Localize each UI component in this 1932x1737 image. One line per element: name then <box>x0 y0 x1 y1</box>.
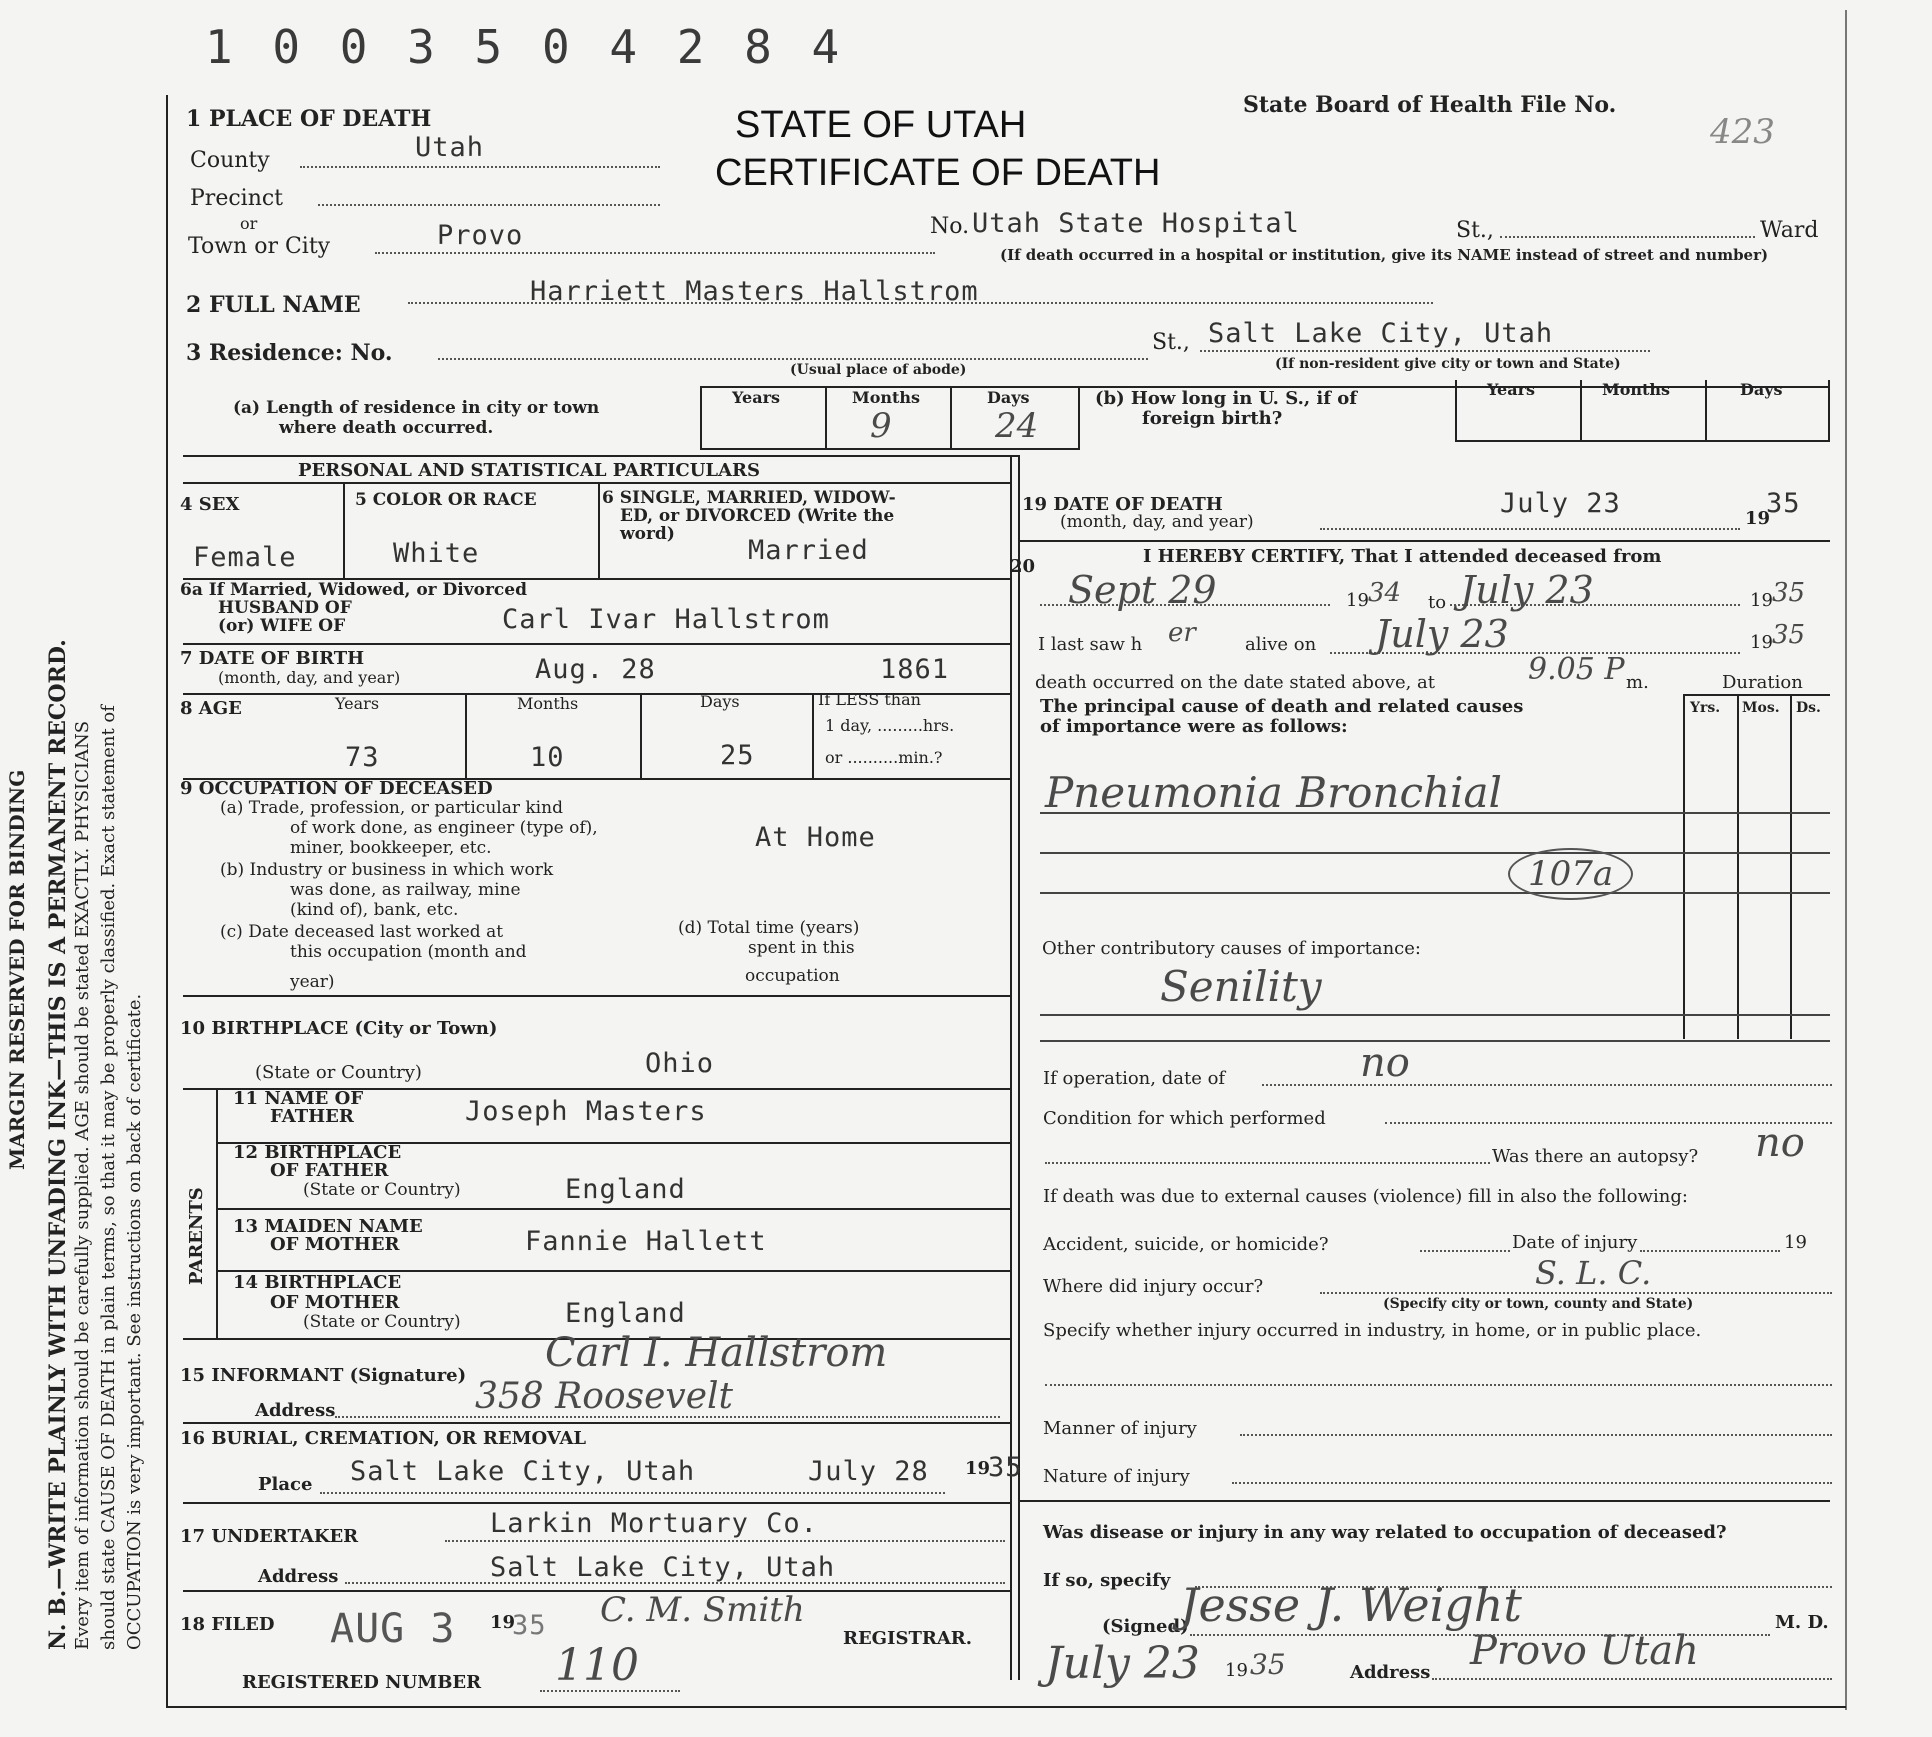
last-saw-label: I last saw h <box>1038 634 1143 655</box>
cause-value: Pneumonia Bronchial <box>1045 768 1502 817</box>
certify-to-year: 35 <box>1772 578 1806 608</box>
race-value: White <box>393 538 480 569</box>
related-occupation-label: Was disease or injury in any way related to occupation of deceased? <box>1043 1522 1727 1543</box>
father-birth-value: England <box>565 1174 686 1205</box>
signed-date: July 23 <box>1045 1638 1200 1689</box>
place-heading: 1 PLACE OF DEATH <box>186 106 432 132</box>
operation-label: If operation, date of <box>1043 1068 1226 1089</box>
occupation-c1: (c) Date deceased last worked at <box>220 922 504 942</box>
residence-length-label-2: where death occurred. <box>279 418 494 438</box>
age-days-header: Days <box>700 692 740 711</box>
file-number-handwritten: 423 <box>1710 112 1775 152</box>
injury-year-prefix: 19 <box>1784 1232 1807 1253</box>
parents-side-label: PARENTS <box>186 1187 207 1285</box>
res-days-value: 24 <box>995 406 1039 446</box>
signed-label: (Signed) <box>1102 1616 1189 1637</box>
injury-date-label: Date of injury <box>1512 1232 1638 1253</box>
age-less-2: 1 day, .........hrs. <box>825 716 955 735</box>
undertaker-label: 17 UNDERTAKER <box>180 1526 359 1547</box>
last-saw-year-prefix: 19 <box>1750 632 1773 653</box>
certify-to-label: to <box>1428 592 1447 613</box>
no-label: No. <box>930 214 970 239</box>
nonresident-note: (If non-resident give city or town and State) <box>1275 356 1621 372</box>
residence-length-label: (a) Length of residence in city or town <box>233 398 600 418</box>
informant-label: 15 INFORMANT (Signature) <box>180 1365 467 1386</box>
res-days-header: Days <box>987 388 1030 407</box>
autopsy-value: no <box>1755 1120 1805 1166</box>
occupation-b3: (kind of), bank, etc. <box>290 900 459 920</box>
margin-binding: MARGIN RESERVED FOR BINDING <box>5 769 29 1170</box>
occupation-value: At Home <box>755 822 876 853</box>
death-year-prefix: 19 <box>1745 508 1771 529</box>
filed-year: 35 <box>512 1610 547 1641</box>
undertaker-address: Salt Lake City, Utah <box>490 1552 836 1583</box>
age-years-header: Years <box>335 694 380 713</box>
physician-address-label: Address <box>1350 1662 1431 1683</box>
cause-label-1: The principal cause of death and related causes <box>1040 696 1524 717</box>
last-saw-date: July 23 <box>1375 612 1509 656</box>
birthplace-state-label: (State or Country) <box>255 1062 422 1083</box>
registrar-label: REGISTRAR. <box>843 1628 973 1649</box>
filed-stamp: AUG 3 <box>330 1606 456 1652</box>
death-year: 35 <box>1766 488 1801 519</box>
title-state: STATE OF UTAH <box>735 104 1027 146</box>
other-causes-label: Other contributory causes of importance: <box>1042 938 1421 959</box>
manner-label: Manner of injury <box>1043 1418 1197 1439</box>
board-file-label: State Board of Health File No. <box>1243 92 1617 118</box>
registered-number-label: REGISTERED NUMBER <box>242 1672 482 1693</box>
marital-value: Married <box>748 535 869 566</box>
frame-bottom <box>166 1706 1846 1708</box>
serial-number: 1 0 0 3 5 0 4 2 8 4 <box>205 20 846 74</box>
burial-year: 35 <box>988 1452 1023 1483</box>
mother-label-2: OF MOTHER <box>270 1234 400 1255</box>
injury-place-label: Where did injury occur? <box>1043 1276 1264 1297</box>
town-value: Provo <box>437 220 524 251</box>
mother-label-1: 13 MAIDEN NAME <box>233 1216 423 1237</box>
specify-label: Specify whether injury occurred in industry, in home, or in public place. <box>1043 1320 1702 1341</box>
margin-instructions-2: should state CAUSE OF DEATH in plain terms, so that it may be properly classified. Exact statement of <box>98 705 119 1650</box>
injury-place-value: S. L. C. <box>1535 1254 1652 1292</box>
or-label: or <box>240 214 258 233</box>
informant-signature: Carl I. Hallstrom <box>545 1330 888 1376</box>
age-years-value: 73 <box>345 742 380 773</box>
certify-from-date: Sept 29 <box>1068 568 1217 612</box>
certify-from-year: 34 <box>1368 578 1402 608</box>
filed-label: 18 FILED <box>180 1614 275 1635</box>
res-months-value: 9 <box>870 406 892 446</box>
margin-instructions-1: Every item of information should be carefully supplied. AGE should be stated EXACTLY. PHYSICIANS <box>72 720 93 1650</box>
occupation-a2: of work done, as engineer (type of), <box>290 818 598 838</box>
occupation-d3: occupation <box>745 966 840 986</box>
other-causes-value: Senility <box>1160 962 1322 1011</box>
father-birth-label-3: (State or Country) <box>303 1180 461 1200</box>
us-years-header: Years <box>1487 380 1536 399</box>
margin-warning: N. B.—WRITE PLAINLY WITH UNFADING INK—THIS IS A PERMANENT RECORD. <box>45 639 71 1650</box>
death-date-label: 19 DATE OF DEATH <box>1022 494 1223 515</box>
if-so-label: If so, specify <box>1043 1570 1171 1591</box>
residence-label: 3 Residence: No. <box>186 340 393 366</box>
duration-ds-header: Ds. <box>1796 700 1821 716</box>
occupation-b1: (b) Industry or business in which work <box>220 860 554 880</box>
street-label: St., <box>1456 218 1494 243</box>
marital-label-2: ED, or DIVORCED (Write the <box>620 506 895 526</box>
sex-label: 4 SEX <box>180 494 240 515</box>
precinct-label: Precinct <box>190 186 284 211</box>
duration-mos-header: Mos. <box>1742 700 1780 716</box>
physician-signature: Jesse J. Weight <box>1180 1578 1522 1632</box>
physician-address: Provo Utah <box>1470 1628 1699 1674</box>
residence-value: Salt Lake City, Utah <box>1208 318 1554 349</box>
father-label-1: 11 NAME OF <box>233 1088 364 1109</box>
title-certificate: CERTIFICATE OF DEATH <box>715 152 1161 194</box>
condition-label: Condition for which performed <box>1043 1108 1326 1129</box>
res-years-header: Years <box>732 388 781 407</box>
occupation-label: 9 OCCUPATION OF DECEASED <box>180 778 493 799</box>
autopsy-label: Was there an autopsy? <box>1492 1146 1699 1167</box>
signed-year-prefix: 19 <box>1225 1660 1248 1681</box>
nature-label: Nature of injury <box>1043 1466 1190 1487</box>
dob-month-day: Aug. 28 <box>535 654 656 685</box>
age-months-header: Months <box>517 694 579 713</box>
us-days-header: Days <box>1740 380 1783 399</box>
external-causes-label: If death was due to external causes (violence) fill in also the following: <box>1043 1186 1688 1207</box>
spouse-label-1: 6a If Married, Widowed, or Divorced <box>180 580 527 600</box>
registered-number-value: 110 <box>555 1640 639 1691</box>
death-date-value: July 23 <box>1500 488 1621 519</box>
us-months-header: Months <box>1602 380 1671 399</box>
birthplace-label: 10 BIRTHPLACE (City or Town) <box>180 1018 498 1039</box>
cause-code: 107a <box>1508 848 1633 900</box>
signed-year: 35 <box>1250 1648 1286 1681</box>
county-label: County <box>190 148 270 173</box>
mother-birth-label-1: 14 BIRTHPLACE <box>233 1272 402 1293</box>
injury-place-note: (Specify city or town, county and State) <box>1383 1296 1694 1312</box>
father-birth-label-2: OF FATHER <box>270 1160 389 1181</box>
dob-label: 7 DATE OF BIRTH <box>180 648 365 669</box>
marital-label-1: 6 SINGLE, MARRIED, WIDOW- <box>602 488 896 508</box>
cause-label-2: of importance were as follows: <box>1040 716 1348 737</box>
us-length-label: (b) How long in U. S., if of <box>1095 388 1357 409</box>
spouse-value: Carl Ivar Hallstrom <box>502 604 830 635</box>
operation-value: no <box>1360 1040 1410 1086</box>
burial-place-label: Place <box>258 1474 313 1495</box>
frame-right <box>1845 10 1847 1710</box>
duration-yrs-header: Yrs. <box>1690 700 1721 716</box>
mother-value: Fannie Hallett <box>525 1226 767 1257</box>
father-label-2: FATHER <box>270 1106 354 1127</box>
father-value: Joseph Masters <box>465 1096 707 1127</box>
death-time-m: m. <box>1626 672 1649 693</box>
age-less-3: or ..........min.? <box>825 748 943 767</box>
certify-number: 20 <box>1010 556 1036 577</box>
death-time-label: death occurred on the date stated above, at <box>1035 672 1436 693</box>
marital-label-3: word) <box>620 524 675 544</box>
occupation-a1: (a) Trade, profession, or particular kind <box>220 798 563 818</box>
dob-sub-label: (month, day, and year) <box>218 668 401 687</box>
age-days-value: 25 <box>720 740 755 771</box>
certify-to-year-prefix: 19 <box>1750 590 1773 611</box>
burial-date-value: July 28 <box>808 1456 929 1487</box>
mother-birth-label-2: OF MOTHER <box>270 1292 400 1313</box>
age-label: 8 AGE <box>180 698 242 719</box>
last-saw-year: 35 <box>1772 620 1806 650</box>
filed-year-prefix: 19 <box>490 1612 516 1633</box>
burial-year-prefix: 19 <box>965 1458 991 1479</box>
occupation-a3: miner, bookkeeper, etc. <box>290 838 492 858</box>
hospital-value: Utah State Hospital <box>972 208 1300 239</box>
burial-label: 16 BURIAL, CREMATION, OR REMOVAL <box>180 1428 587 1449</box>
frame-left <box>166 95 168 1707</box>
spouse-label-2: HUSBAND OF <box>218 598 352 618</box>
certify-label: I HEREBY CERTIFY, That I attended deceased from <box>1143 546 1662 567</box>
race-label: 5 COLOR OR RACE <box>355 490 537 510</box>
birthplace-value: Ohio <box>645 1048 715 1079</box>
sex-value: Female <box>193 542 297 573</box>
md-label: M. D. <box>1775 1612 1829 1633</box>
duration-header: Duration <box>1722 672 1803 693</box>
undertaker-address-label: Address <box>258 1566 339 1587</box>
margin-instructions-3: OCCUPATION is very important. See instructions on back of certificate. <box>124 993 145 1650</box>
hospital-note: (If death occurred in a hospital or institution, give its NAME instead of street and number) <box>1000 246 1769 264</box>
certify-from-year-prefix: 19 <box>1346 590 1369 611</box>
usual-abode-note: (Usual place of abode) <box>790 362 967 378</box>
occupation-c3: year) <box>290 972 335 992</box>
occupation-c2: this occupation (month and <box>290 942 527 962</box>
full-name-label: 2 FULL NAME <box>186 292 361 318</box>
undertaker-value: Larkin Mortuary Co. <box>490 1508 818 1539</box>
accident-label: Accident, suicide, or homicide? <box>1043 1234 1329 1255</box>
death-time-value: 9.05 P <box>1528 652 1625 687</box>
personal-heading: PERSONAL AND STATISTICAL PARTICULARS <box>298 460 761 481</box>
last-saw-her: er <box>1168 618 1196 648</box>
residence-st-label: St., <box>1152 330 1190 355</box>
full-name-value: Harriett Masters Hallstrom <box>530 276 979 307</box>
occupation-d1: (d) Total time (years) <box>678 918 860 938</box>
occupation-b2: was done, as railway, mine <box>290 880 521 900</box>
dob-year: 1861 <box>880 654 950 685</box>
column-divider <box>1010 455 1012 1680</box>
res-months-header: Months <box>852 388 921 407</box>
registrar-signature: C. M. Smith <box>600 1590 805 1630</box>
burial-place-value: Salt Lake City, Utah <box>350 1456 696 1487</box>
alive-on-label: alive on <box>1245 634 1317 655</box>
occupation-d2: spent in this <box>748 938 855 958</box>
age-less-1: If LESS than <box>818 690 921 709</box>
us-length-label-2: foreign birth? <box>1142 408 1283 429</box>
ward-label: Ward <box>1760 218 1819 243</box>
informant-address: 358 Roosevelt <box>475 1376 734 1417</box>
age-months-value: 10 <box>530 742 565 773</box>
mother-birth-value: England <box>565 1298 686 1329</box>
certify-to-date: July 23 <box>1460 568 1594 612</box>
death-date-sub-label: (month, day, and year) <box>1060 512 1254 532</box>
father-birth-label-1: 12 BIRTHPLACE <box>233 1142 402 1163</box>
town-label: Town or City <box>188 234 331 259</box>
mother-birth-label-3: (State or Country) <box>303 1312 461 1332</box>
county-value: Utah <box>415 132 485 163</box>
informant-address-label: Address <box>255 1400 336 1421</box>
spouse-label-3: (or) WIFE OF <box>218 616 346 636</box>
